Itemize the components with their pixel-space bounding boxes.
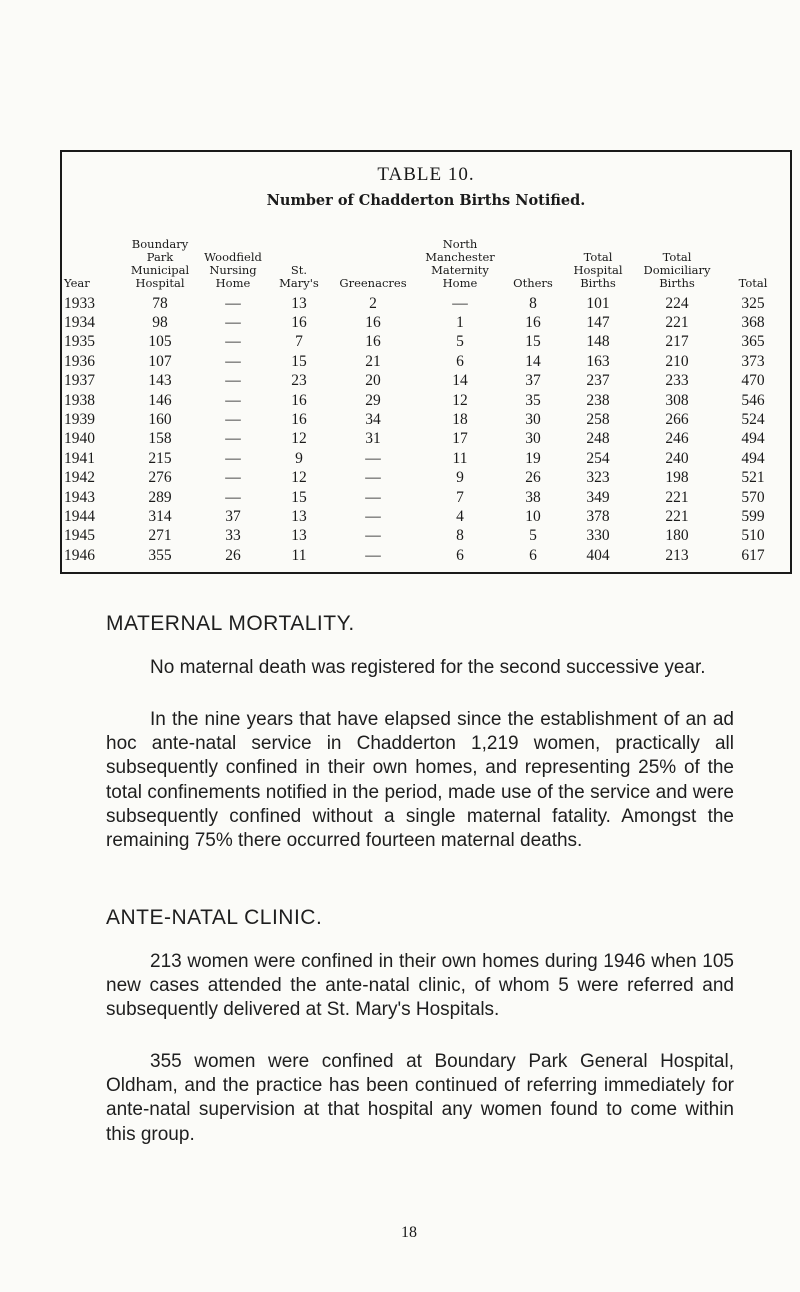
table-cell: 21: [365, 352, 381, 370]
year-cell: 1939: [64, 411, 95, 429]
table-row: [64, 313, 786, 332]
column-header: Boundary Park Municipal Hospital: [130, 237, 190, 290]
table-cell: 1: [456, 314, 464, 332]
antenatal-paragraph-1: [106, 950, 734, 1023]
table-row: [64, 391, 786, 410]
page-number: 18: [401, 1224, 417, 1241]
table-cell: 160: [148, 411, 172, 429]
table-cell: —: [365, 546, 381, 564]
table-cell: 6: [456, 546, 464, 564]
table-cell: 105: [148, 333, 172, 351]
table-cell: 23: [291, 372, 307, 390]
table-cell: —: [225, 488, 241, 506]
table-frame: [60, 150, 792, 574]
table-cell: 378: [586, 507, 610, 525]
table-cell: —: [225, 430, 241, 448]
table-cell: 14: [525, 352, 541, 370]
table-cell: 8: [456, 527, 464, 545]
table-cell: 30: [525, 411, 541, 429]
year-cell: 1940: [64, 430, 95, 448]
table-cell: 15: [525, 333, 541, 351]
table-cell: 248: [586, 430, 610, 448]
column-header: Greenacres: [339, 276, 407, 290]
antenatal-paragraph-2: [106, 1050, 734, 1147]
table-cell: 146: [148, 391, 172, 409]
table-header-row: [64, 238, 786, 294]
antenatal-text-1: 213 women were confined in their own homes during 1946 when 105 new cases attended the ante-natal clinic, of whom 5 were referred and subsequently delivered at St. Mary's Hospitals.: [106, 951, 734, 1021]
table-cell: —: [225, 333, 241, 351]
table-row: [64, 449, 786, 468]
table-cell: 323: [586, 469, 610, 487]
maternal-mortality-heading: MATERNAL MORTALITY.: [106, 612, 355, 635]
table-cell: 33: [225, 527, 241, 545]
table-cell: 221: [665, 488, 689, 506]
year-cell: 1938: [64, 391, 95, 409]
table-cell: —: [365, 449, 381, 467]
table-row: [64, 294, 786, 313]
year-cell: 1936: [64, 352, 95, 370]
table-cell: 325: [741, 294, 765, 312]
table-row: [64, 410, 786, 429]
column-header: Total Hospital Births: [573, 250, 623, 290]
column-header: St. Mary's: [279, 263, 319, 290]
table-cell: 494: [741, 430, 765, 448]
table-cell: 224: [665, 294, 689, 312]
table-cell: 238: [586, 391, 610, 409]
table-row: [64, 469, 786, 488]
table-cell: 524: [741, 411, 765, 429]
table-cell: —: [365, 507, 381, 525]
table-cell: 521: [741, 469, 765, 487]
table-cell: —: [365, 469, 381, 487]
table-cell: 12: [291, 469, 307, 487]
table-cell: 246: [665, 430, 689, 448]
table-cell: 14: [452, 372, 468, 390]
table-cell: 510: [741, 527, 765, 545]
table-cell: 570: [741, 488, 765, 506]
table-cell: 373: [741, 352, 765, 370]
table-row: [64, 507, 786, 526]
table-cell: 221: [665, 507, 689, 525]
table-cell: 470: [741, 372, 765, 390]
table-cell: 9: [456, 469, 464, 487]
table-cell: 289: [148, 488, 172, 506]
table-row: [64, 488, 786, 507]
table-cell: 258: [586, 411, 610, 429]
table-cell: 101: [586, 294, 610, 312]
table-row: [64, 333, 786, 352]
table-cell: 221: [665, 314, 689, 332]
year-cell: 1934: [64, 314, 95, 332]
table-cell: 38: [525, 488, 541, 506]
table-cell: 10: [525, 507, 541, 525]
table-cell: 13: [291, 507, 307, 525]
table-cell: 8: [529, 294, 537, 312]
table-cell: 16: [291, 411, 307, 429]
table-cell: 180: [665, 527, 689, 545]
year-cell: 1933: [64, 294, 95, 312]
table-cell: 494: [741, 449, 765, 467]
year-cell: 1942: [64, 469, 95, 487]
column-header: North Manchester Maternity Home: [425, 237, 495, 290]
table-cell: 233: [665, 372, 689, 390]
table-cell: 365: [741, 333, 765, 351]
table-cell: 20: [365, 372, 381, 390]
table-cell: 34: [365, 411, 381, 429]
table-cell: 37: [225, 507, 241, 525]
table-cell: 11: [291, 546, 307, 564]
table-cell: 404: [586, 546, 610, 564]
table-caption: Number of Chadderton Births Notified.: [266, 192, 586, 209]
table-cell: 16: [291, 391, 307, 409]
table-body: [64, 294, 786, 565]
table-cell: —: [225, 352, 241, 370]
table-cell: 12: [452, 391, 468, 409]
table-cell: 314: [148, 507, 172, 525]
column-header: Total: [738, 276, 768, 290]
table-cell: 78: [152, 294, 168, 312]
antenatal-clinic-heading: ANTE-NATAL CLINIC.: [106, 906, 323, 929]
table-cell: —: [365, 527, 381, 545]
table-cell: 266: [665, 411, 689, 429]
maternal-paragraph-2: [106, 708, 734, 853]
table-cell: 13: [291, 294, 307, 312]
table-cell: 7: [295, 333, 303, 351]
table-row: [64, 527, 786, 546]
column-header: Woodfield Nursing Home: [204, 250, 262, 290]
table-cell: —: [225, 411, 241, 429]
maternal-text-2: In the nine years that have elapsed since the establishment of an ad hoc ante-natal service in Chadderton 1,219 women, practically all subsequently confined in their own homes, and representing 25% of the total confinements notified in the period, made use of the service and were subsequently confined without a single maternal fatality. Amongst the remaining 75% there occurred fourteen maternal deaths.: [106, 709, 734, 852]
column-header: Year: [64, 276, 90, 290]
table-cell: 26: [525, 469, 541, 487]
table-cell: 355: [148, 546, 172, 564]
table-cell: 215: [148, 449, 172, 467]
table-cell: 158: [148, 430, 172, 448]
table-cell: 617: [741, 546, 765, 564]
table-cell: 163: [586, 352, 610, 370]
table-cell: 2: [369, 294, 377, 312]
table-cell: 271: [148, 527, 172, 545]
table-cell: 30: [525, 430, 541, 448]
antenatal-text-2: 355 women were confined at Boundary Park General Hospital, Oldham, and the practice has been continued of referring immediately for ante-natal supervision at that hospital any women found to come within this group.: [106, 1051, 734, 1145]
table-cell: 18: [452, 411, 468, 429]
table-cell: 210: [665, 352, 689, 370]
table-cell: 147: [586, 314, 610, 332]
table-cell: 107: [148, 352, 172, 370]
table-cell: —: [225, 372, 241, 390]
year-cell: 1946: [64, 546, 95, 564]
table-cell: 148: [586, 333, 610, 351]
table-cell: 308: [665, 391, 689, 409]
table-cell: 240: [665, 449, 689, 467]
table-cell: 13: [291, 527, 307, 545]
table-row: [64, 430, 786, 449]
table-cell: 16: [291, 314, 307, 332]
year-cell: 1937: [64, 372, 95, 390]
table-cell: —: [225, 294, 241, 312]
table-cell: —: [225, 391, 241, 409]
table-cell: —: [225, 469, 241, 487]
table-cell: 29: [365, 391, 381, 409]
table-cell: —: [452, 294, 468, 312]
table-cell: 4: [456, 507, 464, 525]
table-cell: 31: [365, 430, 381, 448]
births-table: [64, 238, 786, 565]
year-cell: 1944: [64, 507, 95, 525]
table-cell: 5: [529, 527, 537, 545]
maternal-paragraph-1: [106, 656, 734, 680]
table-cell: 546: [741, 391, 765, 409]
table-cell: 7: [456, 488, 464, 506]
year-cell: 1941: [64, 449, 95, 467]
table-cell: 349: [586, 488, 610, 506]
table-cell: 15: [291, 352, 307, 370]
table-cell: 6: [456, 352, 464, 370]
table-cell: 98: [152, 314, 168, 332]
table-cell: 37: [525, 372, 541, 390]
table-cell: 6: [529, 546, 537, 564]
table-cell: 16: [365, 314, 381, 332]
table-cell: 143: [148, 372, 172, 390]
table-title: TABLE 10.: [377, 164, 475, 185]
year-cell: 1935: [64, 333, 95, 351]
table-cell: 17: [452, 430, 468, 448]
table-cell: —: [225, 449, 241, 467]
table-row: [64, 546, 786, 565]
column-header: Others: [513, 276, 553, 290]
table-row: [64, 372, 786, 391]
table-cell: 26: [225, 546, 241, 564]
table-cell: 35: [525, 391, 541, 409]
year-cell: 1945: [64, 527, 95, 545]
maternal-text-1: No maternal death was registered for the second successive year.: [150, 657, 706, 678]
table-cell: —: [225, 314, 241, 332]
table-cell: —: [365, 488, 381, 506]
table-row: [64, 352, 786, 371]
year-cell: 1943: [64, 488, 95, 506]
table-cell: 12: [291, 430, 307, 448]
table-cell: 19: [525, 449, 541, 467]
table-cell: 254: [586, 449, 610, 467]
table-cell: 368: [741, 314, 765, 332]
table-cell: 9: [295, 449, 303, 467]
table-cell: 213: [665, 546, 689, 564]
table-cell: 16: [365, 333, 381, 351]
table-cell: 11: [452, 449, 468, 467]
table-cell: 217: [665, 333, 689, 351]
table-cell: 330: [586, 527, 610, 545]
table-cell: 237: [586, 372, 610, 390]
table-cell: 5: [456, 333, 464, 351]
table-cell: 16: [525, 314, 541, 332]
table-cell: 198: [665, 469, 689, 487]
table-cell: 15: [291, 488, 307, 506]
table-cell: 599: [741, 507, 765, 525]
column-header: Total Domiciliary Births: [643, 250, 711, 290]
table-cell: 276: [148, 469, 172, 487]
